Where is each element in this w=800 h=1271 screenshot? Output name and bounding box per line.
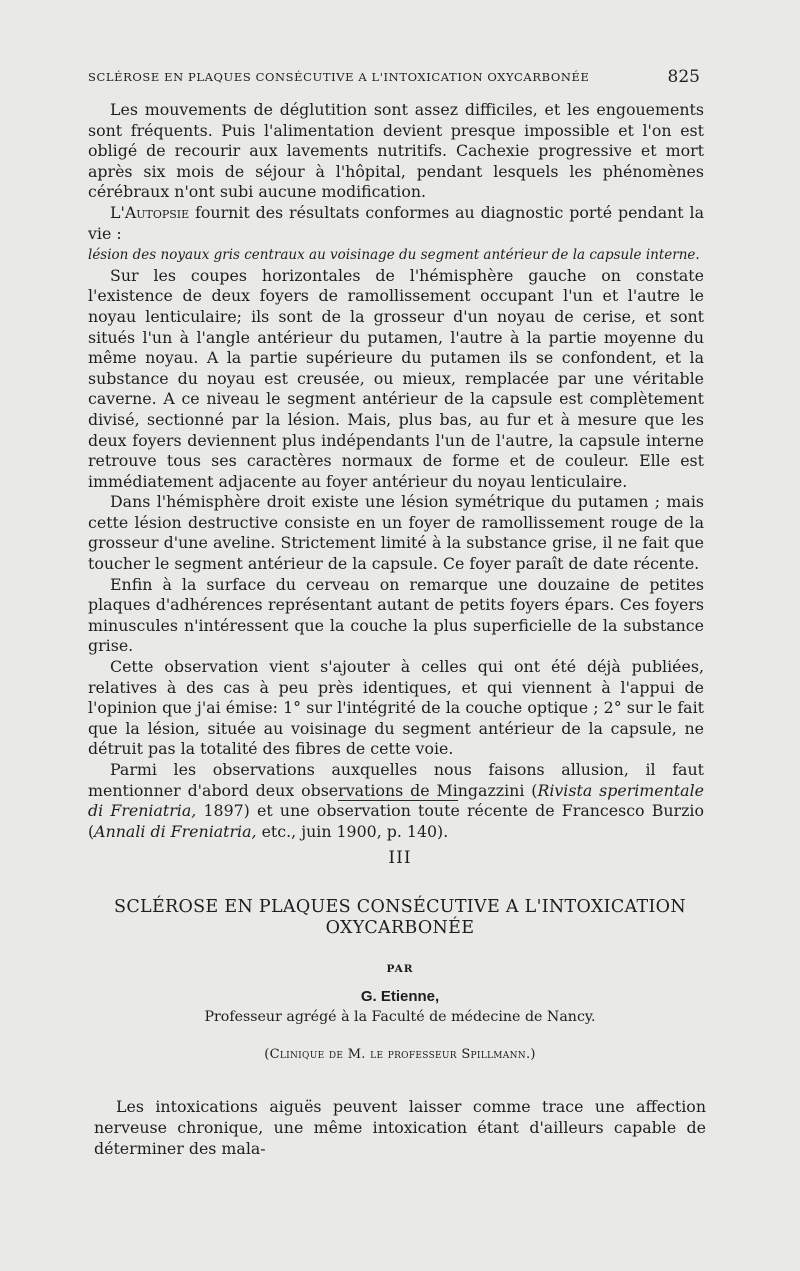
paragraph-observation: Cette observation vient s'ajouter à celles qui ont été déjà publiées, relatives à des cas à peu près identiques, et qui viennent à l'appui de l'opinion que j'ai émise: 1° sur l'intégrité de la couche optique ; 2° sur le fait que la lésion, située au voisinage du segment antérieur de la capsule, ne détruit pas la totalité des fibres de cette voie. (88, 657, 704, 759)
paragraph-autopsy (88, 203, 704, 266)
intro-paragraph: Les intoxications aiguës peuvent laisser comme trace une affection nerveuse chronique, une même intoxication étant d'ailleurs capable de déterminer des mala- (94, 1097, 706, 1158)
section-divider (338, 800, 458, 801)
mingazzini-text-1: Parmi les observations auxquelles nous faisons allusion, il faut mentionner d'abord deux observations de Mingazzini ( (88, 760, 704, 800)
page-number: 825 (667, 67, 700, 87)
running-head-title: SCLÉROSE EN PLAQUES CONSÉCUTIVE A L'INTOXICATION OXYCARBONÉE (88, 70, 590, 84)
paragraph-surface: Enfin à la surface du cerveau on remarque une douzaine de petites plaques d'adhérences représentant autant de petits foyers épars. Ces foyers minuscules n'intéressent que la couche la plus superficielle de la substance grise. (88, 574, 704, 656)
byline-par: PAR (386, 963, 414, 975)
section-number: III (388, 848, 412, 868)
autopsy-text: fournit des résultats conformes au diagnostic porté pendant la vie : (88, 202, 704, 243)
author-name: G. Etienne, (360, 988, 440, 1005)
journal-rivista: Rivista sperimentale di Freniatria, (88, 780, 704, 821)
article-title-line-2: OXYCARBONÉE (325, 918, 475, 938)
body-text (88, 100, 704, 842)
running-head (88, 67, 708, 87)
article-intro (94, 1096, 706, 1159)
paragraph-right-hemisphere: Dans l'hémisphère droit existe une lésion symétrique du putamen ; mais cette lésion destructive consiste en un foyer de ramollissement rouge de la grosseur d'une aveline. Strictement limité à la substance grise, il ne fait que toucher le segment antérieur de la capsule. Ce foyer paraît de date récente. (88, 492, 704, 574)
paragraph-mingazzini (88, 760, 704, 842)
journal-annali: Annali di Freniatria, (94, 821, 257, 841)
article-title-line-1: SCLÉROSE EN PLAQUES CONSÉCUTIVE A L'INTOXICATION (114, 897, 686, 917)
paragraph-left-hemisphere: Sur les coupes horizontales de l'hémisphère gauche on constate l'existence de deux foyers de ramollissement occupant l'un et l'autre le noyau lenticulaire; ils sont de la grosseur d'un noyau de cerise, et sont situés l'un à l'angle antérieur du putamen, l'autre à la partie moyenne du même noyau. A la partie supérieure du putamen ils se confondent, et la substance du noyau est creusée, ou mieux, remplacée par une véritable caverne. A ce niveau le segment antérieur de la capsule est complètement divisé, sectionné par la lésion. Mais, plus bas, au fur et à mesure que les deux foyers deviennent plus indépendants l'un de l'autre, la capsule interne retrouve tous ses caractères normaux de forme et de couleur. Elle est immédiatement adjacente au foyer antérieur du noyau lenticulaire. (88, 265, 704, 491)
autopsy-label: L'Autopsie (110, 202, 190, 222)
autopsy-finding: lésion des noyaux gris centraux au voisinage du segment antérieur de la capsule interne. (88, 247, 700, 264)
mingazzini-text-2: 1897) et une observation toute récente de Francesco Burzio ( (88, 801, 704, 841)
article-title (100, 897, 700, 939)
author-affiliation: Professeur agrégé à la Faculté de médecine de Nancy. (204, 1009, 596, 1025)
clinic-note: (Clinique de M. le professeur Spillmann.) (264, 1047, 536, 1062)
mingazzini-text-3: etc., juin 1900, p. 140). (256, 821, 449, 841)
paragraph-deglutition: Les mouvements de déglutition sont assez difficiles, et les engouements sont fréquents. Puis l'alimentation devient presque impossible et l'on est obligé de recourir aux lavements nutritifs. Cachexie progressive et mort après six mois de séjour à l'hôpital, pendant lesquels les phénomènes cérébraux n'ont subi aucune modification. (88, 100, 704, 202)
